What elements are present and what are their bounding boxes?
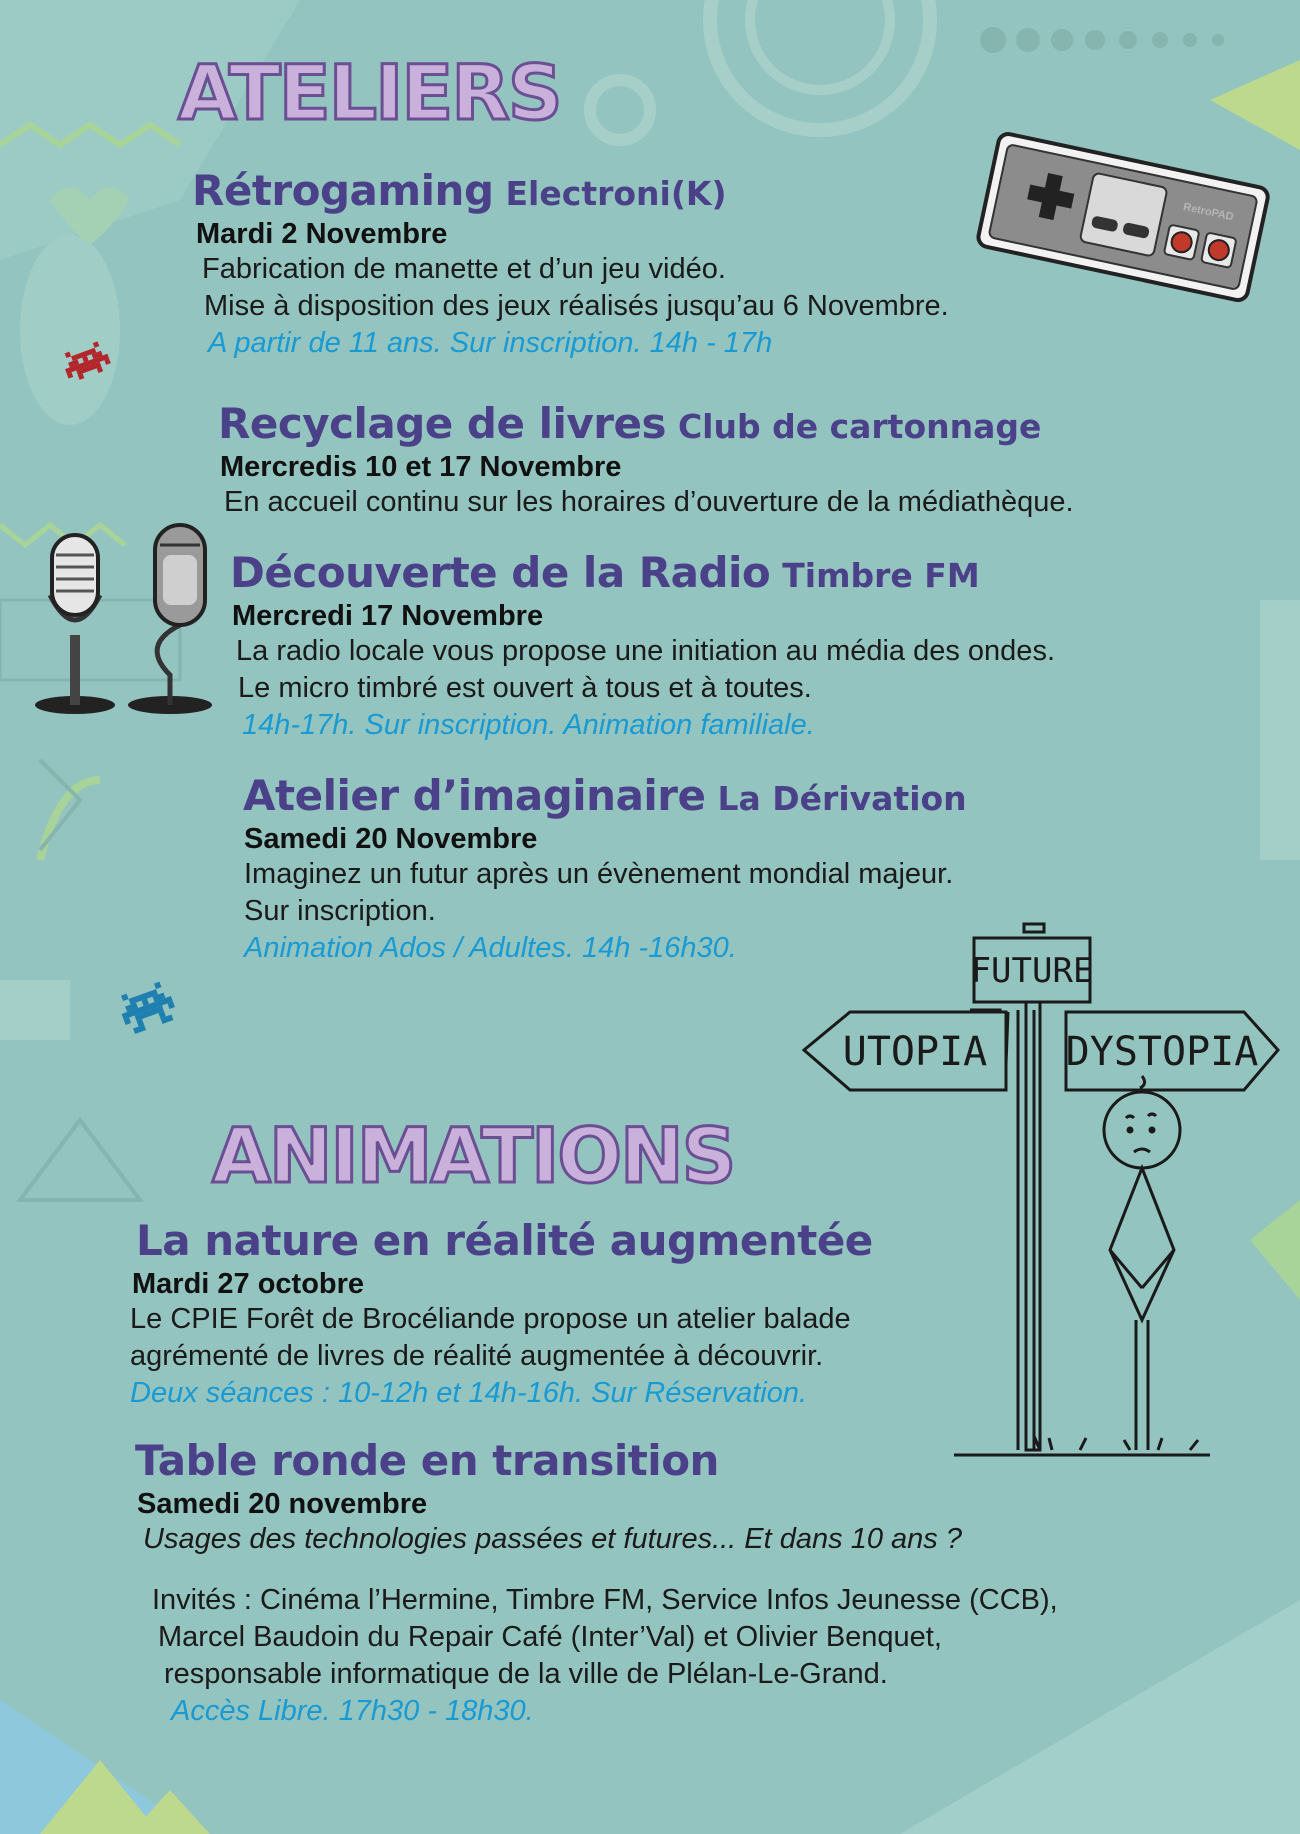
atelier-title: Recyclage de livres bbox=[218, 399, 666, 448]
atelier-info: 14h-17h. Sur inscription. Animation familiale. bbox=[242, 709, 815, 741]
atelier-info: A partir de 11 ans. Sur inscription. 14h - 17h bbox=[208, 327, 773, 359]
atelier-description: La radio locale vous propose une initiation au média des ondes. bbox=[236, 635, 1055, 667]
animation-date: Samedi 20 novembre bbox=[137, 1488, 428, 1520]
atelier-retrogaming bbox=[192, 166, 949, 362]
microphones-illustration bbox=[30, 515, 220, 715]
animation-description: agrémenté de livres de réalité augmentée à découvrir. bbox=[130, 1340, 824, 1372]
atelier-description: Fabrication de manette et d’un jeu vidéo. bbox=[202, 253, 726, 285]
atelier-date: Mercredis 10 et 17 Novembre bbox=[220, 451, 622, 483]
sign-dystopia-label: DYSTOPIA bbox=[1065, 1029, 1259, 1075]
space-invader-blue-icon bbox=[118, 980, 188, 1050]
atelier-info: Animation Ados / Adultes. 14h -16h30. bbox=[244, 932, 737, 964]
atelier-date: Samedi 20 Novembre bbox=[244, 823, 538, 855]
animation-title: La nature en réalité augmentée bbox=[136, 1216, 873, 1265]
gamepad-brand-label: RetroPAD bbox=[1182, 200, 1235, 224]
gamepad-illustration bbox=[975, 130, 1275, 310]
sign-future-label: FUTURE bbox=[970, 951, 1094, 991]
atelier-partner: Electroni(K) bbox=[505, 174, 727, 213]
atelier-partner: Timbre FM bbox=[782, 556, 980, 595]
atelier-description: Imaginez un futur après un évènement mondial majeur. bbox=[244, 858, 954, 890]
animation-description: Le CPIE Forêt de Brocéliande propose un atelier balade bbox=[130, 1303, 851, 1335]
atelier-title: Rétrogaming bbox=[192, 166, 494, 215]
animation-date: Mardi 27 octobre bbox=[132, 1268, 365, 1300]
animation-description: Marcel Baudoin du Repair Café (Inter’Val) et Olivier Benquet, bbox=[158, 1621, 942, 1653]
atelier-radio bbox=[230, 548, 1055, 744]
animation-title: Table ronde en transition bbox=[135, 1436, 719, 1485]
atelier-description: Le micro timbré est ouvert à tous et à toutes. bbox=[238, 672, 812, 704]
animation-subtitle: Usages des technologies passées et futures... Et dans 10 ans ? bbox=[143, 1523, 962, 1555]
space-invader-red-icon bbox=[62, 340, 122, 400]
atelier-title-line bbox=[192, 166, 949, 215]
atelier-description: Mise à disposition des jeux réalisés jusqu’au 6 Novembre. bbox=[204, 290, 949, 322]
animation-description: Invités : Cinéma l’Hermine, Timbre FM, Service Infos Jeunesse (CCB), bbox=[152, 1584, 1058, 1616]
atelier-partner: Club de cartonnage bbox=[677, 407, 1042, 446]
atelier-title-line bbox=[230, 548, 1055, 597]
atelier-title-line bbox=[218, 399, 1074, 448]
animations-heading: ANIMATIONS bbox=[212, 1111, 735, 1200]
atelier-date: Mercredi 17 Novembre bbox=[232, 600, 544, 632]
atelier-title: Atelier d’imaginaire bbox=[243, 771, 706, 820]
atelier-recyclage bbox=[218, 399, 1074, 521]
animation-table-ronde bbox=[135, 1436, 1058, 1730]
animation-info: Deux séances : 10-12h et 14h-16h. Sur Réservation. bbox=[130, 1377, 808, 1409]
atelier-partner: La Dérivation bbox=[717, 779, 967, 818]
sign-utopia-label: UTOPIA bbox=[842, 1029, 988, 1075]
atelier-title: Découverte de la Radio bbox=[230, 548, 771, 597]
signpost-illustration bbox=[790, 920, 1290, 1480]
animation-info: Accès Libre. 17h30 - 18h30. bbox=[171, 1695, 534, 1727]
animation-title-line bbox=[136, 1216, 873, 1265]
animation-nature bbox=[130, 1216, 873, 1412]
atelier-description: En accueil continu sur les horaires d’ouverture de la médiathèque. bbox=[224, 486, 1074, 518]
atelier-title-line bbox=[243, 771, 967, 820]
atelier-description: Sur inscription. bbox=[244, 895, 436, 927]
atelier-date: Mardi 2 Novembre bbox=[196, 218, 448, 250]
ateliers-heading: ATELIERS bbox=[178, 48, 561, 137]
animation-description: responsable informatique de la ville de Plélan-Le-Grand. bbox=[164, 1658, 888, 1690]
